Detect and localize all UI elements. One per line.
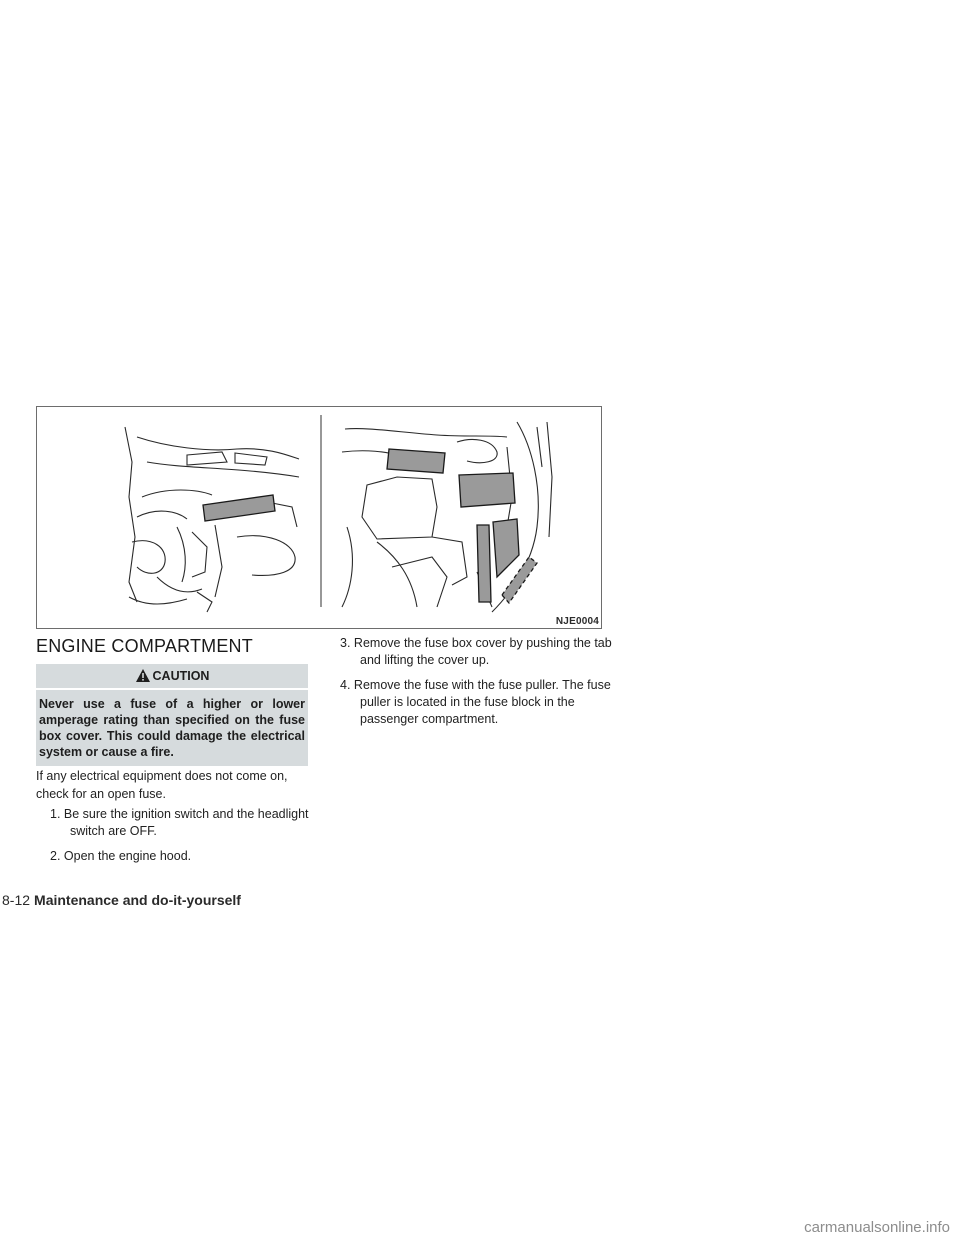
engine-bay-line-drawing xyxy=(37,407,603,630)
step-1 xyxy=(50,806,328,840)
caution-box xyxy=(36,664,308,766)
step-text: Remove the fuse with the fuse puller. The fuse puller is located in the fuse block in the passenger compartment. xyxy=(353,678,611,726)
caution-heading xyxy=(36,664,308,688)
step-number: 2. xyxy=(50,849,61,863)
warning-triangle-icon xyxy=(135,667,151,691)
step-3 xyxy=(340,635,622,669)
fuse-box-cover-left xyxy=(203,495,275,521)
step-4 xyxy=(340,677,622,728)
step-number: 3. xyxy=(340,636,351,650)
fuse-strip-b xyxy=(493,519,519,577)
page-number: 8-12 xyxy=(2,892,31,908)
step-text: Remove the fuse box cover by pushing the tab and lifting the cover up. xyxy=(353,636,612,667)
step-text: Open the engine hood. xyxy=(63,849,192,863)
page-footer xyxy=(2,892,241,908)
intro-paragraph: If any electrical equipment does not come on, check for an open fuse. xyxy=(36,769,288,801)
step-text: Be sure the ignition switch and the headlight switch are OFF. xyxy=(63,807,309,838)
watermark: carmanualsonline.info xyxy=(804,1219,950,1236)
fuse-box-cover-main xyxy=(459,473,515,507)
fuse-box-cover-top xyxy=(387,449,445,473)
footer-section-title: Maintenance and do-it-yourself xyxy=(34,892,241,908)
fuse-strip-a xyxy=(477,525,491,602)
section-title: ENGINE COMPARTMENT xyxy=(36,636,253,656)
caution-text: Never use a fuse of a higher or lower amperage rating than specified on the fuse box cover. This could damage the electrical system or cause a fire. xyxy=(36,690,308,766)
step-number: 4. xyxy=(340,678,351,692)
step-number: 1. xyxy=(50,807,61,821)
engine-compartment-illustration xyxy=(36,406,602,629)
figure-id: NJE0004 xyxy=(555,616,599,627)
step-2 xyxy=(50,848,328,865)
caution-label: CAUTION xyxy=(152,669,210,683)
